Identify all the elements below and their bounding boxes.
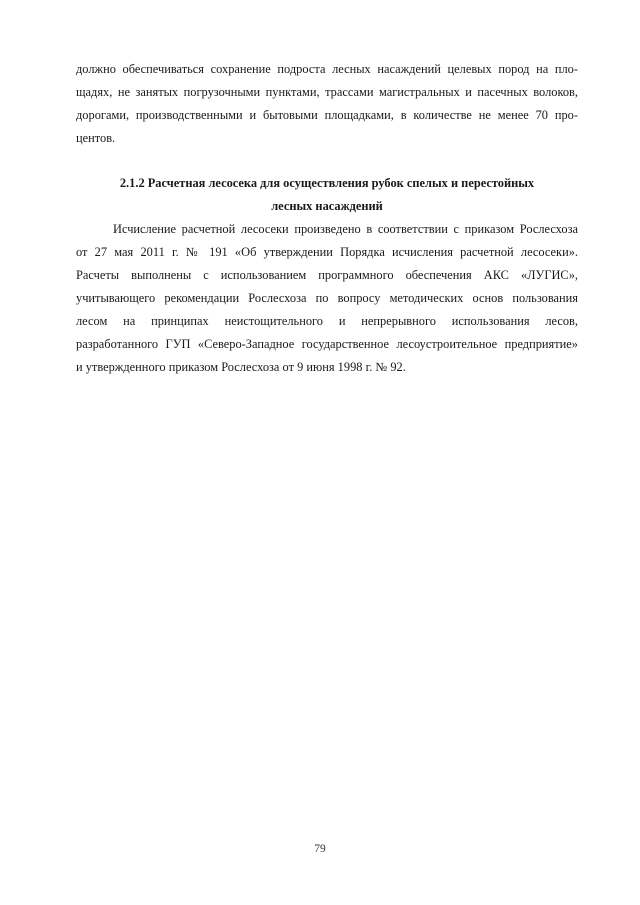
top-paragraph-line: должно обеспечиваться сохранение подроста лесных насаждений целевых пород на пло- (76, 62, 578, 76)
body-paragraph-line: разработанного ГУП «Северо-Западное государственное лесоустроительное предприятие» (76, 337, 578, 351)
page-number: 79 (314, 843, 326, 855)
body-paragraph (76, 218, 578, 379)
body-paragraph-line: Исчисление расчетной лесосеки произведено в соответствии с приказом Рослесхоза (113, 222, 578, 236)
top-paragraph-line: центов. (76, 131, 116, 145)
body-paragraph-line: учитывающего рекомендации Рослесхоза по вопросу методических основ пользования (76, 291, 578, 305)
top-paragraph-line: щадях, не занятых погрузочными пунктами, трассами магистральных и пасечных волоков, (76, 85, 578, 99)
section-heading-line: 2.1.2 Расчетная лесосека для осуществления рубок спелых и перестойных (119, 176, 535, 190)
body-paragraph-line: и утвержденного приказом Рослесхоза от 9 июня 1998 г. № 92. (76, 360, 406, 374)
section-heading-line: лесных насаждений (271, 199, 383, 213)
body-paragraph-line: лесом на принципах неистощительного и непрерывного использования лесов, (76, 314, 578, 328)
body-paragraph-line: Расчеты выполнены с использованием программного обеспечения АКС «ЛУГИС», (76, 268, 578, 282)
top-paragraph (76, 58, 578, 150)
top-paragraph-line: дорогами, производственными и бытовыми площадками, в количестве не менее 70 про- (76, 108, 578, 122)
section-heading (76, 172, 578, 218)
body-paragraph-line: от 27 мая 2011 г. № 191 «Об утверждении Порядка исчисления расчетной лесосеки». (76, 245, 578, 259)
